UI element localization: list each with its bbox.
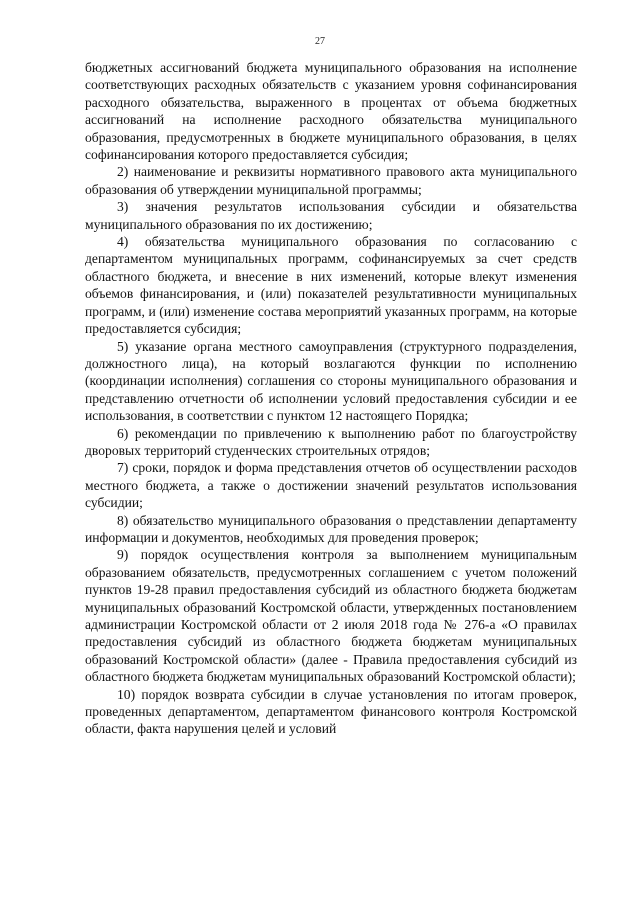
document-body (85, 59, 577, 738)
page-number: 27 (315, 36, 325, 47)
paragraph-item-5: 5) указание органа местного самоуправления (структурного подразделения, должностного лица), на который возлагаются функции по исполнению (координации исполнения) соглашения со стороны муниципального образования и представлению отчетности об исполнении условий предоставления субсидии и ее использования, в соответствии с пунктом 12 настоящего Порядка; (85, 338, 577, 424)
paragraph-item-2: 2) наименование и реквизиты нормативного правового акта муниципального образования об утверждении муниципальной программы; (85, 164, 577, 197)
paragraph-item-6: 6) рекомендации по привлечению к выполнению работ по благоустройству дворовых территорий студенческих строительных отрядов; (85, 425, 577, 458)
paragraph-item-4: 4) обязательства муниципального образования по согласованию с департаментом муниципальных программ, софинансируемых за счет средств областного бюджета, и внесение в них изменений, которые влекут изменения объемов финансирования, и (или) показателей результативности муниципальных программ, и (или) изменение состава мероприятий указанных программ, на которые предоставляется субсидия; (85, 234, 577, 337)
paragraph-item-3: 3) значения результатов использования субсидии и обязательства муниципального образования по их достижению; (85, 199, 577, 232)
paragraph-item-9: 9) порядок осуществления контроля за выполнением муниципальным образованием обязательств, предусмотренных соглашением с учетом положений пунктов 19-28 правил предоставления субсидий из областного бюджета бюджетам муниципальных образований Костромской области, утвержденных постановлением администрации Костромской области от 2 июля 2018 года № 276-а «О правилах предоставления субсидий из областного бюджета бюджетам муниципальных образований Костромской области» (далее - Правила предоставления субсидий из областного бюджета бюджетам муниципальных образований Костромской области); (85, 547, 577, 685)
paragraph-item-7: 7) сроки, порядок и форма представления отчетов об осуществлении расходов местного бюджета, а также о достижении значений результатов использования субсидии; (85, 460, 577, 511)
paragraph-1: бюджетных ассигнований бюджета муниципального образования на исполнение соответствующих расходных обязательств с указанием уровня софинансирования расходного обязательства, выраженного в процентах от объема бюджетных ассигнований на исполнение расходного обязательства муниципального образования, предусмотренных в бюджете муниципального образования, в целях софинансирования которого предоставляется субсидия; (85, 60, 577, 163)
paragraph-item-10: 10) порядок возврата субсидии в случае установления по итогам проверок, проведенных департаментом, департаментом финансового контроля Костромской области, факта нарушения целей и условий (85, 686, 577, 737)
paragraph-item-8: 8) обязательство муниципального образования о представлении департаменту информации и документов, необходимых для проведения проверок; (85, 512, 577, 545)
